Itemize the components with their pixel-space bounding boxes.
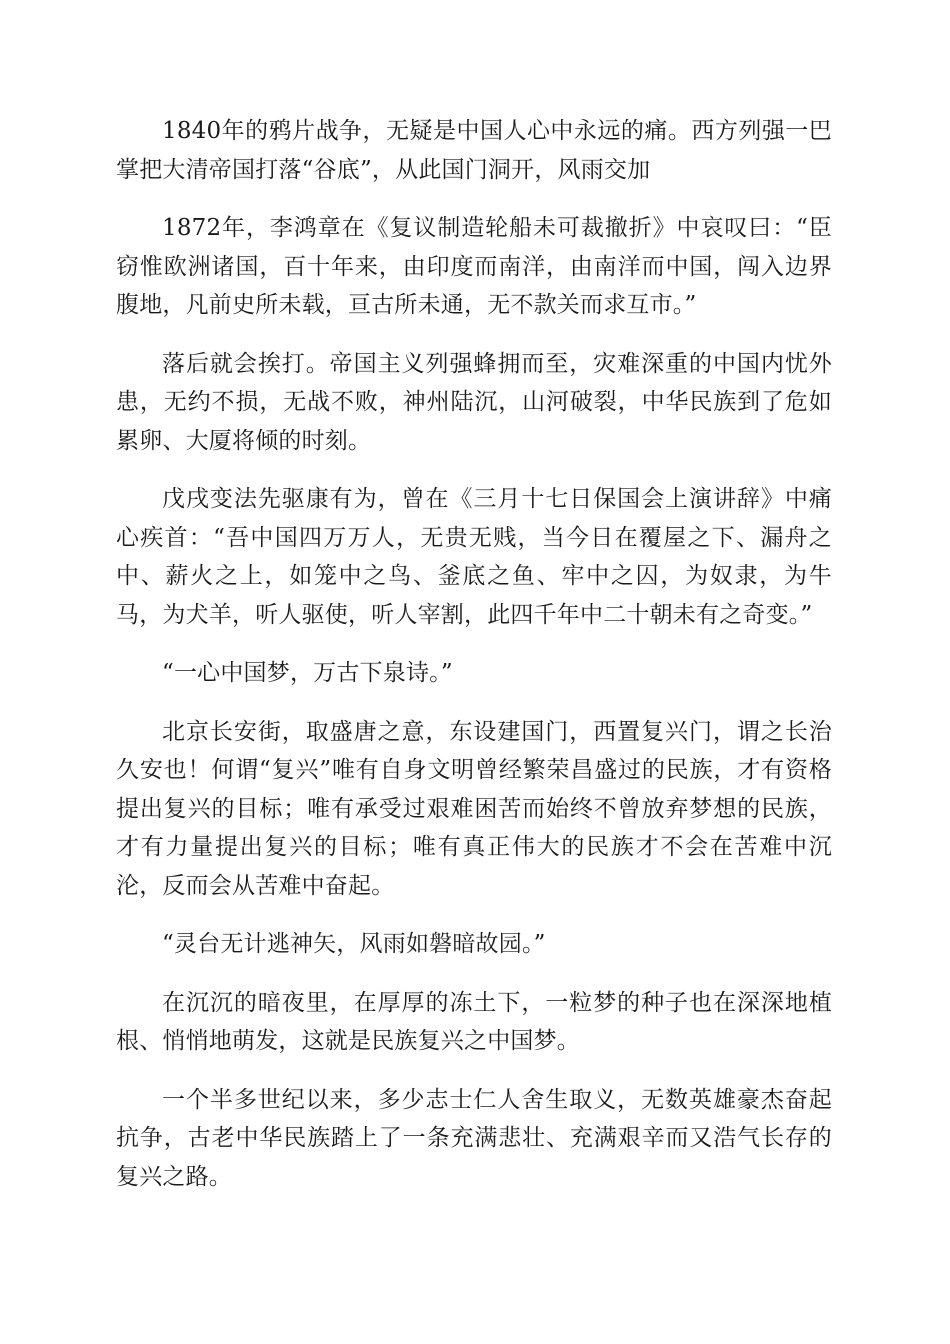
paragraph-backwardness: 落后就会挨打。帝国主义列强蜂拥而至，灾难深重的中国内忧外患，无约不损，无战不败，神州陆沉，山河破裂，中华民族到了危如累卵、大厦将倾的时刻。 <box>116 350 832 454</box>
paragraph-li-hongzhang: 1872年，李鸿章在《复议制造轮船未可裁撤折》中哀叹曰：“臣窃惟欧洲诸国，百十年来，由印度而南洋，由南洋而中国，闯入边界腹地，凡前史所未载，亘古所未通，无不款关而求互市。” <box>116 215 832 318</box>
paragraph-changan-street: 北京长安街，取盛唐之意，东设建国门，西置复兴门，谓之长治久安也！何谓“复兴”唯有自身文明曾经繁荣昌盛过的民族，才有资格提出复兴的目标；唯有承受过艰难困苦而始终不曾放弃梦想的民族，才有力量提出复兴的目标；唯有真正伟大的民族才不会在苦难中沉沦，反而会从苦难中奋起。 <box>116 718 832 899</box>
paragraph-seed-of-dream: 在沉沉的暗夜里，在厚厚的冻土下，一粒梦的种子也在深深地植根、悄悄地萌发，这就是民族复兴之中国梦。 <box>116 989 832 1054</box>
quote-lu-xun-poem: “灵台无计逃神矢，风雨如磐暗故园。” <box>162 931 546 957</box>
quote-china-dream-poem: “一心中国梦，万古下泉诗。” <box>162 660 453 686</box>
paragraph-opium-war: 1840年的鸦片战争，无疑是中国人心中永远的痛。西方列强一巴掌把大清帝国打落“谷底”，从此国门洞开，风雨交加 <box>116 118 832 183</box>
document-body <box>116 112 832 1216</box>
paragraph-road-to-revival: 一个半多世纪以来，多少志士仁人舍生取义，无数英雄豪杰奋起抗争，古老中华民族踏上了一条充满悲壮、充满艰辛而又浩气长存的复兴之路。 <box>116 1086 832 1190</box>
paragraph-kang-youwei: 戊戌变法先驱康有为，曾在《三月十七日保国会上演讲辞》中痛心疾首：“吾中国四万万人，无贵无贱，当今日在覆屋之下、漏舟之中、薪火之上，如笼中之鸟、釜底之鱼、牢中之囚，为奴隶，为牛马，为犬羊，听人驱使，听人宰割，此四千年中二十朝未有之奇变。” <box>116 486 832 628</box>
